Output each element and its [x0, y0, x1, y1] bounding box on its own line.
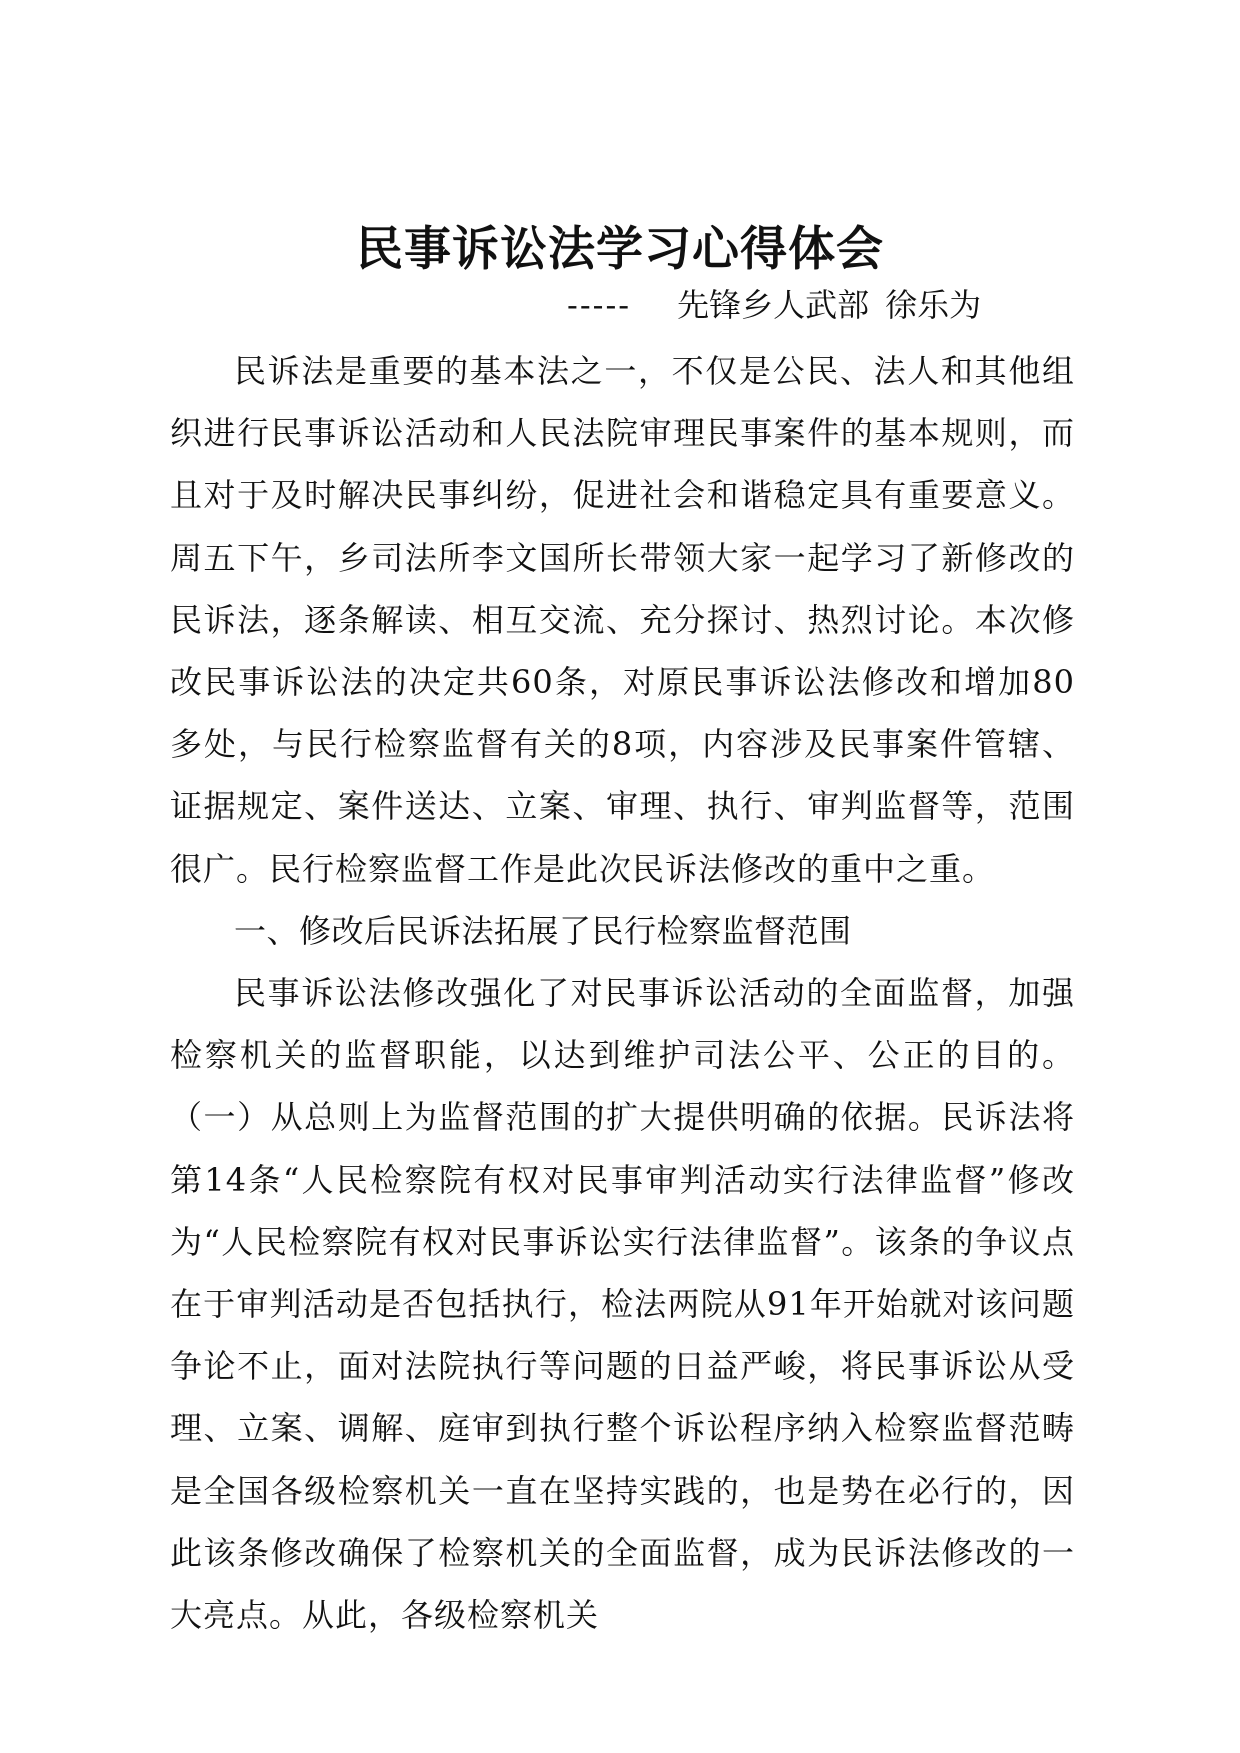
author-name: 徐乐为 [885, 286, 982, 324]
author-organization: 先锋乡人武部 [677, 286, 870, 324]
document-body [170, 340, 1075, 1646]
author-dashes: ----- [567, 286, 632, 324]
author-line [567, 280, 981, 330]
document-title: 民事诉讼法学习心得体会 [356, 222, 884, 277]
paragraph-section-1: 民事诉讼法修改强化了对民事诉讼活动的全面监督，加强检察机关的监督职能，以达到维护司法公平、公正的目的。（一）从总则上为监督范围的扩大提供明确的依据。民诉法将第14条“人民检察院有权对民事审判活动实行法律监督”修改为“人民检察院有权对民事诉讼实行法律监督”。该条的争议点在于审判活动是否包括执行，检法两院从91年开始就对该问题争论不止，面对法院执行等问题的日益严峻，将民事诉讼从受理、立案、调解、庭审到执行整个诉讼程序纳入检察监督范畴是全国各级检察机关一直在坚持实践的，也是势在必行的，因此该条修改确保了检察机关的全面监督，成为民诉法修改的一大亮点。从此，各级检察机关 [170, 974, 1075, 1635]
section-heading-1: 一、修改后民诉法拓展了民行检察监督范围 [234, 911, 852, 950]
paragraph-intro: 民诉法是重要的基本法之一，不仅是公民、法人和其他组织进行民事诉讼活动和人民法院审理民事案件的基本规则，而且对于及时解决民事纠纷，促进社会和谐稳定具有重要意义。周五下午，乡司法所李文国所长带领大家一起学习了新修改的民诉法，逐条解读、相互交流、充分探讨、热烈讨论。本次修改民事诉讼法的决定共60条，对原民事诉讼法修改和增加80多处，与民行检察监督有关的8项，内容涉及民事案件管辖、证据规定、案件送达、立案、审理、执行、审判监督等，范围很广。民行检察监督工作是此次民诉法修改的重中之重。 [170, 352, 1075, 888]
